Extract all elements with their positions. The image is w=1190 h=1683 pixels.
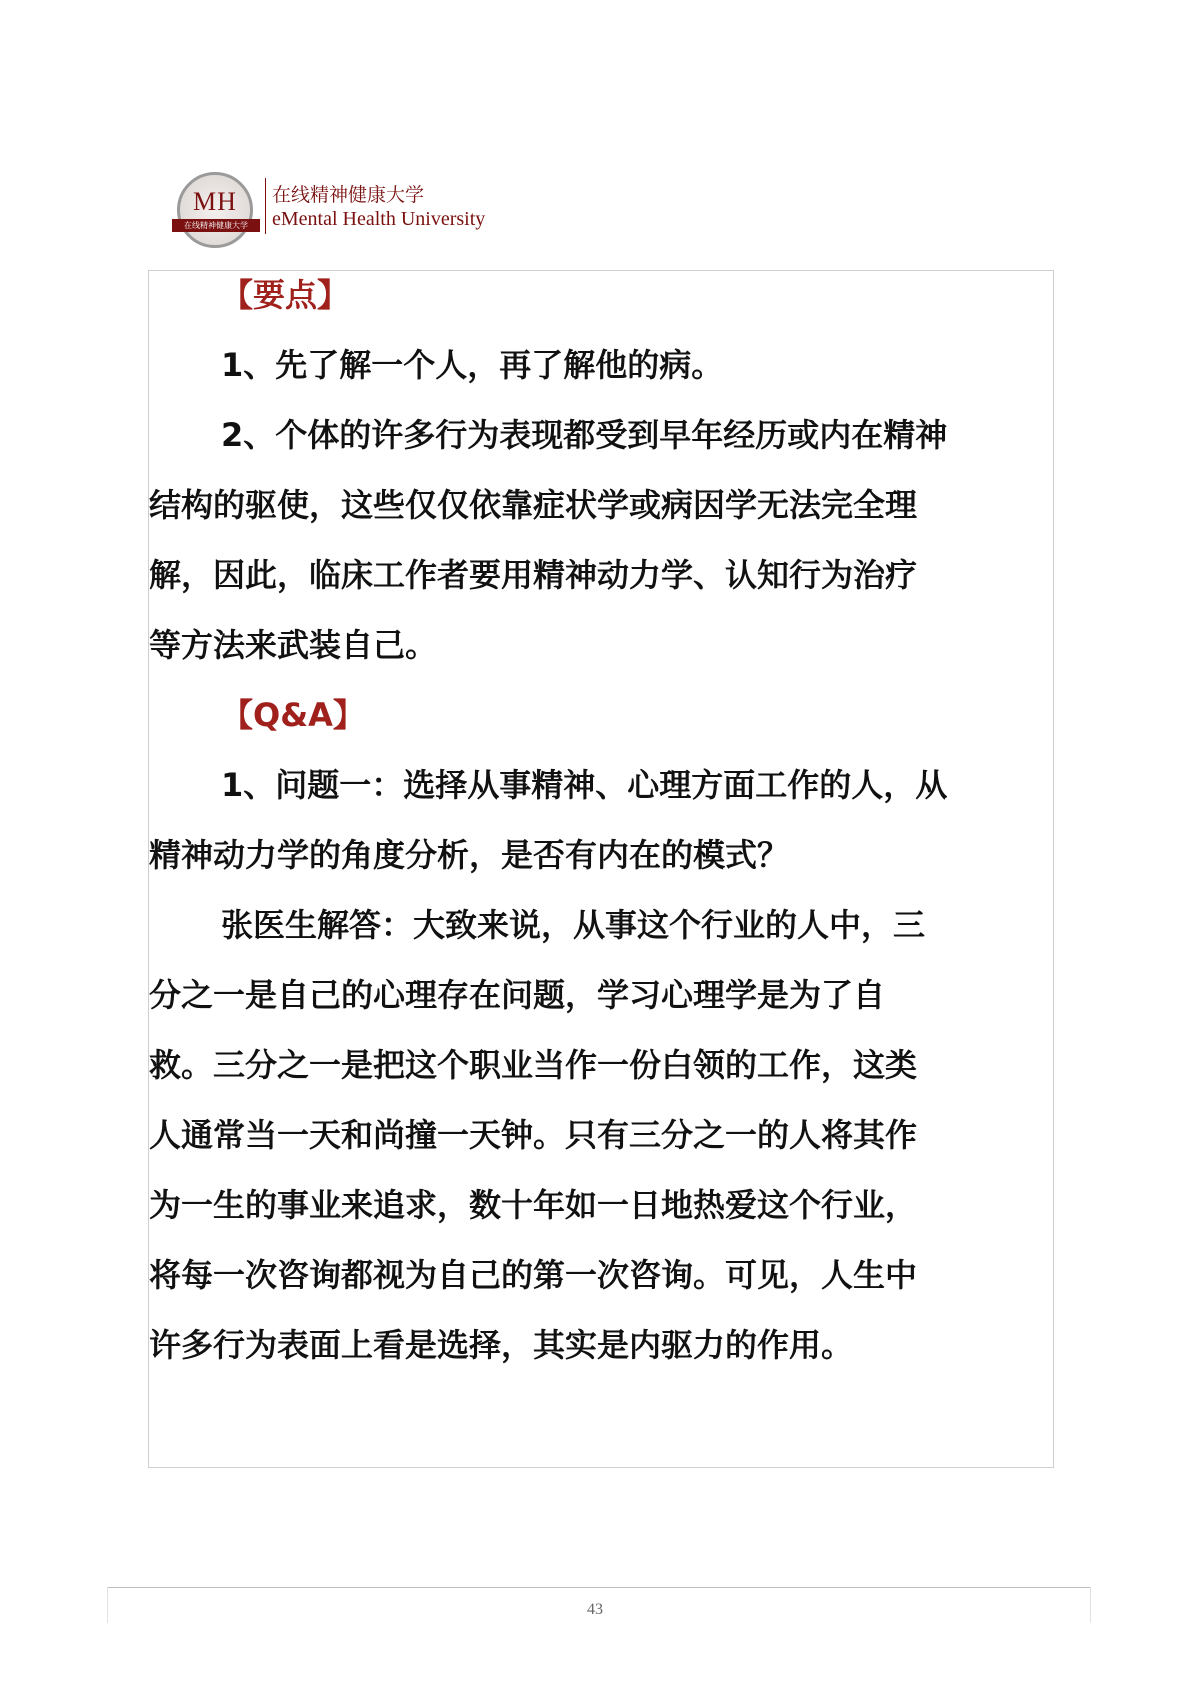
qa-line-2: 精神动力学的角度分析，是否有内在的模式？ <box>149 836 790 874</box>
key-point-line-2: 2、个体的许多行为表现都受到早年经历或内在精神 <box>221 416 948 454</box>
seal-band-text: 在线精神健康大学 <box>172 219 260 232</box>
logo-divider <box>265 178 266 234</box>
key-point-line-4: 解，因此，临床工作者要用精神动力学、认知行为治疗 <box>149 556 918 594</box>
key-points-heading: 【要点】 <box>221 276 350 314</box>
qa-line-8: 将每一次咨询都视为自己的第一次咨询。可见，人生中 <box>149 1256 918 1294</box>
footer-rule <box>107 1587 1091 1588</box>
key-point-line-3: 结构的驱使，这些仅仅依靠症状学或病因学无法完全理 <box>149 486 918 524</box>
content-box <box>148 270 1054 1468</box>
university-logo <box>177 172 517 252</box>
qa-heading: 【Q&A】 <box>221 696 365 734</box>
qa-line-6: 人通常当一天和尚撞一天钟。只有三分之一的人将其作 <box>149 1116 918 1154</box>
qa-line-9: 许多行为表面上看是选择，其实是内驱力的作用。 <box>149 1326 854 1364</box>
key-point-line-5: 等方法来武装自己。 <box>149 626 438 664</box>
logo-name-cn: 在线精神健康大学 <box>272 185 425 206</box>
key-point-line-1: 1、先了解一个人，再了解他的病。 <box>221 346 724 384</box>
logo-name-en: eMental Health University <box>272 208 486 230</box>
qa-line-4: 分之一是自己的心理存在问题，学习心理学是为了自 <box>149 976 886 1014</box>
seal-mh-text: MH <box>193 187 237 216</box>
qa-line-5: 救。三分之一是把这个职业当作一份白领的工作，这类 <box>149 1046 918 1084</box>
page-number: 43 <box>587 1601 603 1618</box>
qa-line-1: 1、问题一：选择从事精神、心理方面工作的人，从 <box>221 766 948 804</box>
qa-line-3: 张医生解答：大致来说，从事这个行业的人中，三 <box>221 906 926 944</box>
mh-seal-logo <box>177 172 253 248</box>
qa-line-7: 为一生的事业来追求，数十年如一日地热爱这个行业， <box>149 1186 918 1224</box>
